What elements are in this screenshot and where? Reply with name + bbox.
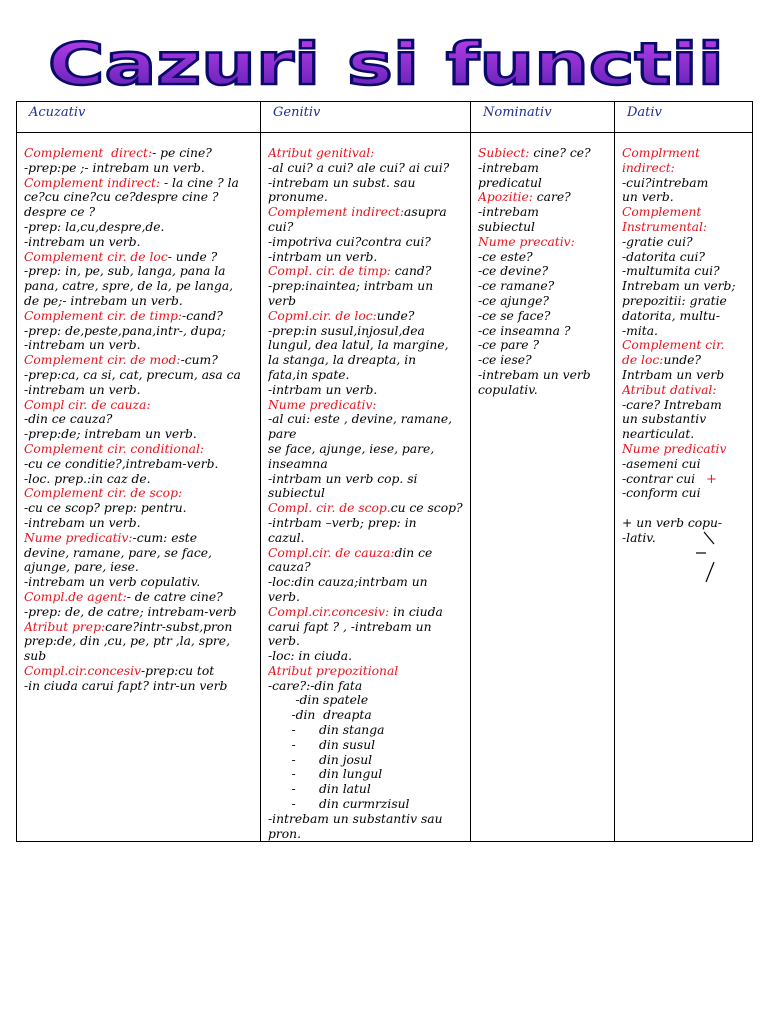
function-label: Complement cir. xyxy=(622,338,725,353)
text-line xyxy=(268,412,466,427)
function-label: Compl.cir.concesiv: xyxy=(268,604,390,619)
function-label: Compl. cir. de timp: xyxy=(268,264,391,279)
text-line xyxy=(622,264,748,279)
nominativ-column xyxy=(471,133,614,398)
text-line xyxy=(24,383,256,398)
text-line xyxy=(24,264,256,279)
text-segment: -intrebam un verb. xyxy=(24,515,141,530)
text-line xyxy=(24,353,256,368)
text-line xyxy=(268,605,466,620)
text-segment: Intrebam un verb; xyxy=(622,279,736,294)
text-line xyxy=(268,738,466,753)
text-line xyxy=(622,501,748,516)
text-line xyxy=(622,472,748,487)
text-line xyxy=(24,605,256,620)
text-line xyxy=(268,250,466,265)
function-label: Compl.cir. de cauza: xyxy=(268,545,395,560)
text-segment: -asemeni cui xyxy=(622,456,701,471)
text-segment: despre ce ? xyxy=(24,205,96,220)
text-line xyxy=(478,383,610,398)
text-segment: -ce ajunge? xyxy=(478,293,549,308)
text-segment: pare xyxy=(268,427,297,442)
text-line xyxy=(268,560,466,575)
function-label: Complement cir. conditional: xyxy=(24,441,205,456)
text-segment: inseamna xyxy=(268,456,328,471)
text-segment: lungul, dea latul, la margine, xyxy=(268,338,449,353)
text-line xyxy=(24,575,256,590)
header-cell-genitiv xyxy=(261,102,471,133)
text-line xyxy=(268,620,466,635)
text-line xyxy=(622,161,748,176)
text-segment: prepozitii: gratie xyxy=(622,293,727,308)
text-segment: -loc. prep.:in caz de. xyxy=(24,471,151,486)
text-line xyxy=(268,338,466,353)
text-segment: -intrebam un verb xyxy=(478,367,591,382)
text-segment: -prep: la,cu,despre,de. xyxy=(24,219,165,234)
header-genitiv: Genitiv xyxy=(273,105,321,120)
function-label: Atribut prepozitional xyxy=(268,663,399,678)
text-segment: -ce iese? xyxy=(478,353,532,368)
text-line xyxy=(478,235,610,250)
text-segment: care? xyxy=(532,190,571,205)
text-segment: -datorita cui? xyxy=(622,249,706,264)
text-segment: cazul. xyxy=(268,530,305,545)
text-line xyxy=(268,531,466,546)
text-line xyxy=(622,457,748,472)
text-line xyxy=(268,472,466,487)
text-line xyxy=(268,546,466,561)
text-segment: - din josul xyxy=(268,752,373,767)
plus-sign: + xyxy=(706,472,717,487)
text-segment: -din dreapta xyxy=(268,708,372,723)
text-line xyxy=(268,753,466,768)
header-acuzativ: Acuzativ xyxy=(29,105,86,120)
text-line xyxy=(622,205,748,220)
text-segment: verb. xyxy=(268,634,300,649)
text-line xyxy=(622,279,748,294)
text-line xyxy=(268,634,466,649)
header-cell-nominativ xyxy=(471,102,615,133)
text-segment: -prep: de, de catre; intrebam-verb xyxy=(24,604,237,619)
text-line xyxy=(622,412,748,427)
header-cell-acuzativ xyxy=(17,102,261,133)
text-segment: care?intr-subst,pron xyxy=(105,619,233,634)
text-segment: -intrebam un substantiv sau xyxy=(268,811,443,826)
function-label: Complement xyxy=(622,205,702,220)
text-line xyxy=(24,516,256,531)
header-row xyxy=(17,102,753,133)
text-line xyxy=(622,398,748,413)
text-line xyxy=(622,368,748,383)
text-line xyxy=(24,294,256,309)
text-segment: -intrebam un verb copulativ. xyxy=(24,575,201,590)
text-segment: cui? xyxy=(268,219,294,234)
text-line xyxy=(24,412,256,427)
text-segment: cand? xyxy=(390,264,432,279)
text-line xyxy=(478,294,610,309)
text-line xyxy=(24,324,256,339)
text-line xyxy=(24,560,256,575)
text-segment: ajunge, pare, iese. xyxy=(24,560,139,575)
text-segment: pronume. xyxy=(268,190,328,205)
text-line xyxy=(24,620,256,635)
text-line xyxy=(24,220,256,235)
text-line xyxy=(24,664,256,679)
function-label: Compl.cir.concesiv xyxy=(24,663,142,678)
text-segment: -ce devine? xyxy=(478,264,549,279)
text-segment: copulativ. xyxy=(478,382,538,397)
text-line xyxy=(268,782,466,797)
text-line xyxy=(478,279,610,294)
text-segment: - de catre cine? xyxy=(126,589,223,604)
text-segment: unde? xyxy=(663,353,702,368)
text-segment: fata,in spate. xyxy=(268,367,350,382)
text-line xyxy=(622,324,748,339)
text-line xyxy=(268,708,466,723)
text-segment: -intrebam un verb. xyxy=(24,382,141,397)
header-dativ: Dativ xyxy=(627,105,662,120)
text-segment: -conform cui xyxy=(622,486,701,501)
text-line xyxy=(622,338,748,353)
text-line xyxy=(24,161,256,176)
text-segment: -cum: este xyxy=(132,530,198,545)
text-segment: de pe;- intrebam un verb. xyxy=(24,293,183,308)
text-segment: -intrebam xyxy=(478,205,539,220)
text-segment: -din spatele xyxy=(268,693,369,708)
text-segment: -intrbam un verb. xyxy=(268,382,378,397)
text-line xyxy=(268,679,466,694)
text-segment: -prep:ca, ca si, cat, precum, asa ca xyxy=(24,367,241,382)
text-segment: -intrbam un verb cop. si xyxy=(268,471,418,486)
text-line xyxy=(478,220,610,235)
text-line xyxy=(268,205,466,220)
function-label: Complement indirect: xyxy=(24,175,161,190)
cell-nominativ xyxy=(471,133,615,842)
text-segment: verb xyxy=(268,293,296,308)
text-segment: cu ce scop? xyxy=(390,501,463,516)
text-line xyxy=(478,309,610,324)
function-label: Complement cir. de loc xyxy=(24,249,168,264)
text-segment: - la cine ? la xyxy=(160,175,239,190)
text-segment: -lativ. xyxy=(622,530,656,545)
text-segment: -prep:de; intrebam un verb. xyxy=(24,427,197,442)
text-segment: datorita, multu- xyxy=(622,308,720,323)
text-segment xyxy=(622,501,626,515)
text-line xyxy=(268,176,466,191)
text-line xyxy=(268,442,466,457)
text-segment: -care? Intrebam xyxy=(622,397,722,412)
text-segment: -cui?intrebam xyxy=(622,175,709,190)
text-line xyxy=(268,457,466,472)
text-line xyxy=(24,442,256,457)
text-line xyxy=(24,146,256,161)
text-segment: - pe cine? xyxy=(152,146,212,160)
text-line xyxy=(268,220,466,235)
text-line xyxy=(24,205,256,220)
text-line xyxy=(622,146,748,161)
text-line xyxy=(268,827,466,842)
text-line xyxy=(268,279,466,294)
text-line xyxy=(268,427,466,442)
function-label: Complement direct: xyxy=(24,146,153,160)
dativ-column xyxy=(615,133,752,546)
text-line xyxy=(622,486,748,501)
text-line xyxy=(622,516,748,531)
function-label: Instrumental: xyxy=(622,219,708,234)
text-line xyxy=(268,235,466,250)
text-segment: un substantiv xyxy=(622,412,707,427)
page-title xyxy=(0,34,768,94)
function-label: Subiect: xyxy=(478,146,530,160)
text-segment: sub xyxy=(24,649,47,664)
text-segment: -gratie cui? xyxy=(622,234,693,249)
text-segment: subiectul xyxy=(268,486,325,501)
function-label: Atribut datival: xyxy=(622,382,717,397)
text-segment: prep:de, din ,cu, pe, ptr ,la, spre, xyxy=(24,634,230,649)
text-segment: -ce pare ? xyxy=(478,338,540,353)
text-segment: Intrbam un verb xyxy=(622,367,725,382)
function-label: Complrment xyxy=(622,146,700,160)
content-row xyxy=(17,133,753,842)
text-segment: un verb. xyxy=(622,190,674,205)
text-line xyxy=(268,294,466,309)
text-segment: -cu ce conditie?,intrebam-verb. xyxy=(24,456,219,471)
text-segment: ce?cu cine?cu ce?despre cine ? xyxy=(24,190,219,205)
text-segment: - din lungul xyxy=(268,767,383,782)
text-line xyxy=(622,235,748,250)
text-segment: + un verb copu- xyxy=(622,515,723,530)
text-segment: -intrebam un verb. xyxy=(24,338,141,353)
text-line xyxy=(24,279,256,294)
text-line xyxy=(268,501,466,516)
text-line xyxy=(268,353,466,368)
text-segment: -cum? xyxy=(180,353,218,368)
text-line xyxy=(478,176,610,191)
text-line xyxy=(478,368,610,383)
text-line xyxy=(24,501,256,516)
cell-genitiv xyxy=(261,133,471,842)
text-segment: -ce se face? xyxy=(478,308,551,323)
text-line xyxy=(622,383,748,398)
text-line xyxy=(24,590,256,605)
text-line xyxy=(622,190,748,205)
text-segment: -al cui? a cui? ale cui? ai cui? xyxy=(268,160,450,175)
text-line xyxy=(268,812,466,827)
text-segment: -al cui: este , devine, ramane, xyxy=(268,412,453,427)
text-segment: carui fapt ? , -intrebam un xyxy=(268,619,432,634)
text-line xyxy=(478,146,610,161)
text-line xyxy=(24,309,256,324)
text-segment: -care?:-din fata xyxy=(268,678,363,693)
cell-acuzativ xyxy=(17,133,261,842)
text-segment: devine, ramane, pare, se face, xyxy=(24,545,212,560)
text-segment: -prep:inaintea; intrbam un xyxy=(268,279,434,294)
text-line xyxy=(268,575,466,590)
text-segment: -impotriva cui?contra cui? xyxy=(268,234,431,249)
text-line xyxy=(268,309,466,324)
text-segment: -prep: in, pe, sub, langa, pana la xyxy=(24,264,226,279)
text-line xyxy=(478,190,610,205)
text-line xyxy=(622,250,748,265)
text-segment: - unde ? xyxy=(167,249,218,264)
function-label: Nume predicativ xyxy=(622,441,727,456)
text-line xyxy=(268,264,466,279)
text-segment: din ce xyxy=(394,545,433,560)
text-segment: -intrebam xyxy=(478,160,539,175)
text-line xyxy=(268,161,466,176)
text-line xyxy=(24,679,256,694)
function-label: Nume predicativ: xyxy=(24,530,133,545)
text-line xyxy=(478,250,610,265)
text-line xyxy=(478,324,610,339)
function-label: Apozitie: xyxy=(478,190,533,205)
text-segment: -ce ramane? xyxy=(478,279,555,294)
function-label: Compl.de agent: xyxy=(24,589,127,604)
function-label: Atribut prep: xyxy=(24,619,106,634)
text-segment: -multumita cui? xyxy=(622,264,720,279)
text-segment: cine? ce? xyxy=(529,146,591,160)
text-segment: -intrebam un subst. sau xyxy=(268,175,416,190)
text-segment: pron. xyxy=(268,826,301,841)
text-segment: -intrbam un verb. xyxy=(268,249,378,264)
text-segment: predicatul xyxy=(478,175,542,190)
text-segment: -in ciuda carui fapt? intr-un verb xyxy=(24,678,228,693)
function-label: Complement cir. de mod: xyxy=(24,353,181,368)
text-line xyxy=(268,368,466,383)
text-segment: -loc:din cauza;intrbam un xyxy=(268,575,428,590)
text-line xyxy=(268,767,466,782)
text-segment: -din ce cauza? xyxy=(24,412,113,427)
text-segment: - din susul xyxy=(268,737,376,752)
text-segment: -mita. xyxy=(622,323,658,338)
text-line xyxy=(268,516,466,531)
text-line xyxy=(24,649,256,664)
text-line xyxy=(268,190,466,205)
function-label: indirect: xyxy=(622,160,675,175)
text-line xyxy=(622,442,748,457)
text-segment: pana, catre, spre, de la, pe langa, xyxy=(24,279,234,294)
text-segment: -contrar cui xyxy=(622,471,696,486)
text-line xyxy=(268,590,466,605)
text-line xyxy=(268,146,466,161)
text-segment: unde? xyxy=(376,308,415,323)
text-line xyxy=(268,664,466,679)
text-line xyxy=(478,205,610,220)
text-line xyxy=(268,383,466,398)
function-label: Nume precativ: xyxy=(478,234,575,249)
text-line xyxy=(24,457,256,472)
text-line xyxy=(268,723,466,738)
text-segment: - din stanga xyxy=(268,723,385,738)
text-segment: in ciuda xyxy=(389,604,443,619)
text-line xyxy=(24,486,256,501)
text-line xyxy=(24,235,256,250)
function-label: Complement cir. de scop: xyxy=(24,486,183,501)
text-segment: -prep:pe ;- intrebam un verb. xyxy=(24,160,205,175)
text-line xyxy=(268,797,466,812)
text-segment: -intrbam –verb; prep: in xyxy=(268,515,417,530)
text-line xyxy=(24,368,256,383)
text-line xyxy=(622,531,748,546)
function-label: Nume predicativ: xyxy=(268,397,377,412)
text-segment: -intrebam un verb. xyxy=(24,234,141,249)
text-segment: -prep:in susul,injosul,dea xyxy=(268,323,425,338)
text-line xyxy=(24,398,256,413)
cell-dativ xyxy=(615,133,753,842)
text-segment: verb. xyxy=(268,589,300,604)
text-line xyxy=(478,353,610,368)
text-line xyxy=(478,264,610,279)
text-line xyxy=(24,531,256,546)
text-line xyxy=(24,250,256,265)
text-segment: se face, ajunge, iese, pare, xyxy=(268,441,435,456)
text-segment: -prep: de,peste,pana,intr-, dupa; xyxy=(24,323,226,338)
text-line xyxy=(24,176,256,191)
text-segment: -ce este? xyxy=(478,249,533,264)
text-line xyxy=(268,398,466,413)
text-segment: asupra xyxy=(404,205,447,220)
text-line xyxy=(622,220,748,235)
function-label: Atribut genitival: xyxy=(268,146,375,160)
text-line xyxy=(24,427,256,442)
title-text: Cazuri si functii xyxy=(48,34,724,94)
text-segment: -loc: in ciuda. xyxy=(268,649,353,664)
text-line xyxy=(622,427,748,442)
text-segment: -prep:cu tot xyxy=(141,663,215,678)
function-label: Compl cir. de cauza: xyxy=(24,397,151,412)
text-segment: - din curmrzisul xyxy=(268,797,410,812)
text-segment: la stanga, la dreapta, in xyxy=(268,353,417,368)
text-line xyxy=(24,190,256,205)
function-label: Copml.cir. de loc: xyxy=(268,308,377,323)
text-segment: -cand? xyxy=(182,308,223,323)
text-line xyxy=(24,634,256,649)
text-segment: -ce inseamna ? xyxy=(478,323,571,338)
text-segment: - din latul xyxy=(268,782,371,797)
cases-table xyxy=(16,101,753,842)
text-line xyxy=(24,472,256,487)
text-line xyxy=(268,324,466,339)
pen-marks xyxy=(688,530,728,586)
text-line xyxy=(24,546,256,561)
text-line xyxy=(24,338,256,353)
text-segment: nearticulat. xyxy=(622,427,695,442)
text-line xyxy=(622,309,748,324)
text-line xyxy=(268,649,466,664)
text-line xyxy=(268,486,466,501)
text-line xyxy=(622,353,748,368)
text-line xyxy=(622,176,748,191)
acuzativ-column xyxy=(17,133,260,693)
genitiv-column xyxy=(261,133,470,841)
text-segment: cauza? xyxy=(268,560,311,575)
text-line xyxy=(268,693,466,708)
header-cell-dativ xyxy=(615,102,753,133)
function-label: Complement cir. de timp: xyxy=(24,308,183,323)
text-line xyxy=(478,161,610,176)
text-segment: subiectul xyxy=(478,219,535,234)
function-label: Compl. cir. de scop. xyxy=(268,501,391,516)
text-line xyxy=(622,294,748,309)
header-nominativ: Nominativ xyxy=(483,105,552,120)
function-label: Complement indirect: xyxy=(268,205,405,220)
text-segment: -cu ce scop? prep: pentru. xyxy=(24,501,187,516)
text-line xyxy=(478,338,610,353)
function-label: de loc: xyxy=(622,353,664,368)
